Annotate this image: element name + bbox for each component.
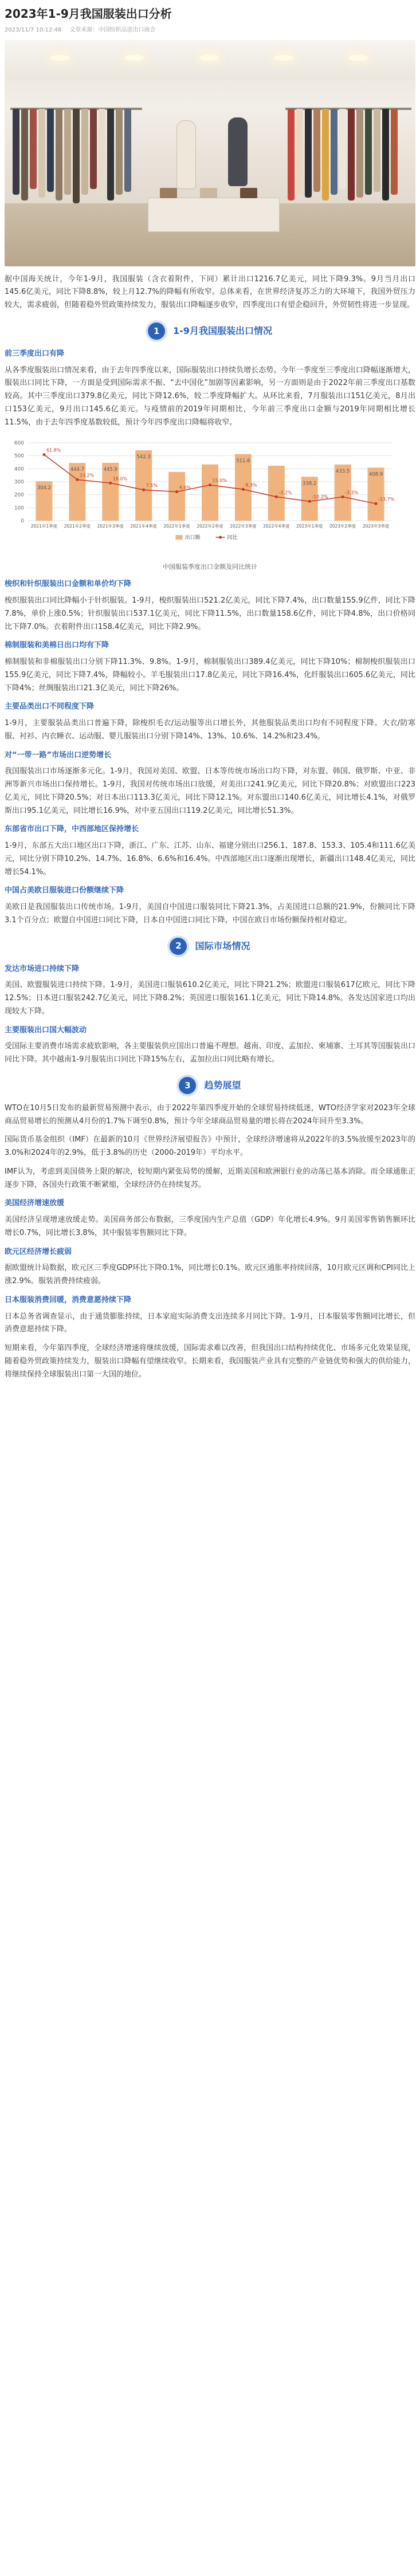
subsection-heading: 美国经济增速放缓	[5, 1199, 65, 1208]
subsection-heading: 东部省市出口下降，中西部地区保持增长	[5, 825, 139, 834]
chart-caption: 中国服装季度出口金额及同比统计	[163, 563, 257, 571]
body-paragraph: 短期来看，今年第四季度，全球经济增速将继续放缓，国际需求难以改善，但我国出口结构持续优化、市场多元化效果显现，随着稳外贸政策持续发力，服装出口降幅有望继续收窄。长期来看，我国服装产业具有完整的产业链优势和强大的供给能力，将继续保持全球服装出口第一大国的地位。	[5, 1344, 415, 1379]
section-heading	[5, 938, 415, 955]
section-heading	[5, 1077, 415, 1094]
yoy-point	[175, 490, 178, 493]
bar-value-label: 408.9	[368, 471, 383, 478]
x-tick-label: 2022年4季度	[263, 524, 290, 529]
x-tick-label: 2021年2季度	[64, 524, 91, 529]
yoy-value-label: -10.2%	[312, 494, 328, 500]
x-tick-label: 2022年1季度	[163, 524, 190, 529]
yoy-point	[242, 488, 245, 491]
y-tick-label: 200	[14, 492, 24, 498]
subsection-heading: 主要品类出口不同程度下降	[5, 702, 95, 711]
article-title: 2023年1-9月我国服装出口分析	[5, 7, 172, 21]
bar	[202, 465, 218, 521]
bar-value-label: 304.2	[37, 485, 52, 491]
yoy-value-label: -3.2%	[278, 490, 292, 495]
yoy-point	[42, 453, 45, 456]
body-paragraph: WTO在10月5日发布的最新贸易预测中表示，由于2022年第四季度开始的全球贸易持续低迷，WTO经济学家对2023年全球商品贸易增长的预测从4月份的1.7%下调至0.8%，预计今年全球商品贸易量的增长将在2024年回升至3.3%。	[5, 1103, 415, 1126]
subsection-heading: 主要服装出口国大幅波动	[5, 1025, 87, 1035]
yoy-value-label: -13.7%	[378, 497, 395, 502]
bar-value-label: 511.6	[236, 458, 250, 465]
yoy-value-label: -3.3%	[345, 490, 359, 495]
yoy-value-label: 15.0%	[212, 478, 227, 483]
bar-value-label: 338.2	[303, 481, 317, 487]
x-tick-label: 2021年3季度	[97, 524, 124, 529]
section-title: 国际市场情况	[195, 940, 250, 951]
x-tick-label: 2022年2季度	[197, 524, 223, 529]
x-tick-label: 2022年3季度	[230, 524, 257, 529]
bar-value-label: 445.9	[103, 467, 117, 473]
yoy-point	[142, 489, 145, 491]
article-source: 文章来源：中国纺织品进出口商会	[69, 27, 156, 33]
yoy-point	[342, 495, 344, 498]
body-paragraph: 美欧日是我国服装出口传统市场。1-9月，美国自中国进口服装同比下降21.3%，占美国进口总额的21.9%，份额同比下降3.1个百分点；欧盟自中国进口同比下降，日本自中国进口同比下降，中国在欧日市场份额保持相对稳定。	[5, 903, 415, 925]
y-tick-label: 400	[14, 466, 24, 473]
section-number: 1	[148, 323, 165, 340]
body-paragraph: 受国际主要消费市场需求疲软影响，各主要服装供应国出口普遍不理想。越南、印度、孟加拉、柬埔寨、土耳其等国服装出口同比下降。其中越南1-9月服装出口同比下降15%左右，孟加拉出口同比略有增长。	[5, 1042, 415, 1064]
section-heading	[5, 323, 415, 340]
body-paragraph: 美国、欧盟服装进口持续下降。1-9月，美国进口服装610.2亿美元，同比下降21.2%；欧盟进口服装617亿欧元，同比下降12.5%；日本进口服装242.7亿美元，同比下降8.2%；英国进口服装161.1亿美元，同比下降14.8%。各发达国家进口均出现较大下降。	[5, 981, 415, 1016]
body-paragraph: 我国服装出口市场逐渐多元化。1-9月，我国对美国、欧盟、日本等传统市场出口均下降，对东盟、韩国、俄罗斯、中亚、非洲等新兴市场出口保持增长。1-9月，我国对传统市场出口放缓，对美出口241.9亿美元，同比下降20.8%；对欧盟出口223亿美元，同比下降20.5%；对日本出口113.3亿美元，同比下降12.1%。对东盟出口140.6亿美元，同比增长4.1%，对俄罗斯出口95.1亿美元，同比增长16.9%，对中亚五国出口119.2亿美元，同比增长51.3%。	[5, 767, 415, 815]
subsection-heading: 日本服装消费回暖，消费意愿持续下降	[5, 1295, 132, 1304]
subsection-heading: 对“一带一路”市场出口逆势增长	[5, 750, 112, 760]
yoy-point	[275, 495, 278, 498]
legend-label-bar: 出口额	[185, 535, 201, 541]
subsection-heading: 发达市场进口持续下降	[5, 964, 80, 973]
x-tick-label: 2023年3季度	[362, 524, 390, 529]
yoy-value-label: 61.8%	[46, 447, 61, 453]
yoy-value-label: 18.0%	[112, 476, 128, 482]
section-title: 1-9月我国服装出口情况	[173, 325, 272, 336]
yoy-point	[308, 500, 311, 503]
body-paragraph: 从各季度服装出口情况来看，由于去年四季度以来，国际服装出口持续负增长态势。今年一季度至三季度出口降幅逐渐增大，服装出口同比下降，一方面是受到国际需求不振、“去中国化”加剧等因素影响，另一方面则是由于2022年前三季度出口基数较高。其中三季度出口379.8亿美元，同比下降12.6%，较二季度降幅扩大。从环比来看，7月服装出口151亿美元，8月出口153亿美元，9月出口145.6亿美元。与疫情前的2019年同期相比，今年前三季度出口金额与2019年同期相比增长11.5%，由于去年四季度基数较低，预计今年四季度出口降幅将收窄。	[5, 365, 415, 427]
body-paragraph: 棉制服装和非棉服装出口分别下降11.3%、9.8%。1-9月，棉制服装出口389.4亿美元，同比下降10%；棉制梭织服装出口155.9亿美元，同比下降7.4%，降幅较小。羊毛服装出口17.8亿美元，同比下降16.4%，化纤服装出口605.6亿美元，同比下降4%；丝绸服装出口21.3亿美元，同比下降26%。	[5, 658, 415, 693]
yoy-value-label: 4.6%	[179, 485, 191, 490]
x-tick-label: 2021年1季度	[30, 524, 58, 529]
yoy-point	[76, 478, 78, 481]
bar-value-label: 433.5	[335, 469, 350, 475]
subsection-heading: 欧元区经济增长疲弱	[5, 1247, 72, 1256]
body-paragraph: 据欧盟统计局数据，欧元区三季度GDP环比下降0.1%，同比增长0.1%。欧元区通胀率持续回落，10月欧元区调和CPI同比上涨2.9%。服装消费持续疲弱。	[5, 1264, 415, 1285]
y-tick-label: 0	[21, 518, 24, 525]
bar-value-label: 444.7	[70, 467, 85, 473]
subsection-heading: 前三季度出口有降	[5, 349, 65, 358]
y-tick-label: 600	[14, 441, 24, 447]
y-tick-label: 500	[14, 453, 24, 459]
body-paragraph: 国际货币基金组织（IMF）在最新的10月《世界经济展望报告》中预计，全球经济增速将从2022年的3.5%放缓至2023年的3.0%和2024年的2.9%，低于3.8%的历史（2000-2019年）平均水平。	[5, 1135, 415, 1157]
x-tick-label: 2023年1季度	[296, 524, 323, 529]
x-tick-label: 2023年2季度	[329, 524, 356, 529]
body-paragraph: 美国经济呈现增速放缓走势。美国商务部公布数据，三季度国内生产总值（GDP）年化增长4.9%。9月美国零售销售额环比增长0.7%，同比增长3.8%，其中服装零售额同比下降。	[5, 1216, 415, 1237]
article-meta	[5, 25, 415, 40]
yoy-point	[109, 482, 112, 485]
yoy-value-label: 23.2%	[79, 473, 95, 478]
intro-paragraph: 据中国海关统计，今年1-9月，我国服装（含衣着附件，下同）累计出口1216.7亿美元，同比下降9.3%。9月当月出口145.6亿美元，同比下降8.8%，较上月12.7%的降幅有所收窄。总体来看，在世界经济复苏乏力的大环境下，我国外贸压力较大，需求疲弱，但随着稳外贸政策持续发力，服装出口降幅逐步收窄，四季度出口有望企稳回升，外贸韧性将进一步显现。	[5, 274, 415, 309]
legend-marker-line	[219, 536, 222, 539]
article-date: 2023/11/7 10:12:48	[5, 27, 62, 33]
yoy-value-label: 7.5%	[146, 483, 158, 489]
legend-swatch-bar	[176, 535, 183, 540]
body-paragraph: IMF认为，考虑到美国债务上限的解决，较短期内紧张局势的缓解，近期美国和欧洲银行业的动荡已基本消除。而全球通胀正逐步下降，各国央行政策不断紧缩，全球经济仍在持续复苏。	[5, 1167, 415, 1189]
subsection-heading: 棉制服装和美棉日出口均有下降	[5, 641, 109, 650]
body-paragraph: 日本总务省调查显示，由于通货膨胀持续，日本家庭实际消费支出连续多月同比下降。1-9月，日本服装零售额同比增长，但消费意愿持续下降。	[5, 1312, 415, 1334]
y-tick-label: 300	[14, 479, 24, 486]
store-interior-photo	[5, 40, 415, 266]
chart-svg	[5, 435, 415, 555]
subsection-heading: 梭织和针织服装出口金额和单价均下降	[5, 580, 132, 589]
x-tick-label: 2021年4季度	[130, 524, 157, 529]
subsection-heading: 中国占美欧日服装进口份额继续下降	[5, 886, 124, 895]
yoy-point	[375, 502, 378, 505]
yoy-value-label: 8.3%	[245, 482, 257, 488]
section-number: 3	[179, 1077, 196, 1094]
y-tick-label: 100	[14, 505, 24, 512]
quarterly-export-chart	[5, 435, 415, 572]
body-paragraph: 梭织服装出口同比降幅小于针织服装。1-9月，梭织服装出口521.2亿美元，同比下降7.4%，出口数量155.9亿件，同比下降7.8%，单价上涨0.5%；针织服装出口537.1亿美元，同比下降11.5%，出口数量158.6亿件，同比下降4.8%，出口价格同比下降7.0%。衣着附件出口158.4亿美元，同比下降2.9%。	[5, 596, 415, 631]
section-number: 2	[170, 938, 187, 955]
sections	[5, 323, 415, 1382]
bar-value-label: 542.3	[136, 454, 151, 461]
yoy-point	[209, 483, 211, 486]
legend-label-line: 同比	[227, 535, 238, 541]
section-title: 趋势展望	[204, 1079, 241, 1091]
body-paragraph: 1-9月，东部五大出口地区出口下降，浙江、广东、江苏、山东、福建分别出口256.1、187.8、153.3、105.4和111.6亿美元，同比分别下降10.2%、14.7%、16.8%、6.6%和16.4%。中西部地区出口逐渐出现增长，新疆出口148.4亿美元，同比增长54.1%。	[5, 841, 415, 876]
bar	[168, 472, 185, 521]
body-paragraph: 1-9月，主要服装品类出口普遍下降，除梭织毛衣/运动服等出口增长外，其他服装品类出口均有不同程度下降。大衣/防寒服、衬衫、内衣睡衣、运动服、婴儿服装出口分别下降14%、13%、10.6%、14.2%和23.4%。	[5, 719, 415, 741]
